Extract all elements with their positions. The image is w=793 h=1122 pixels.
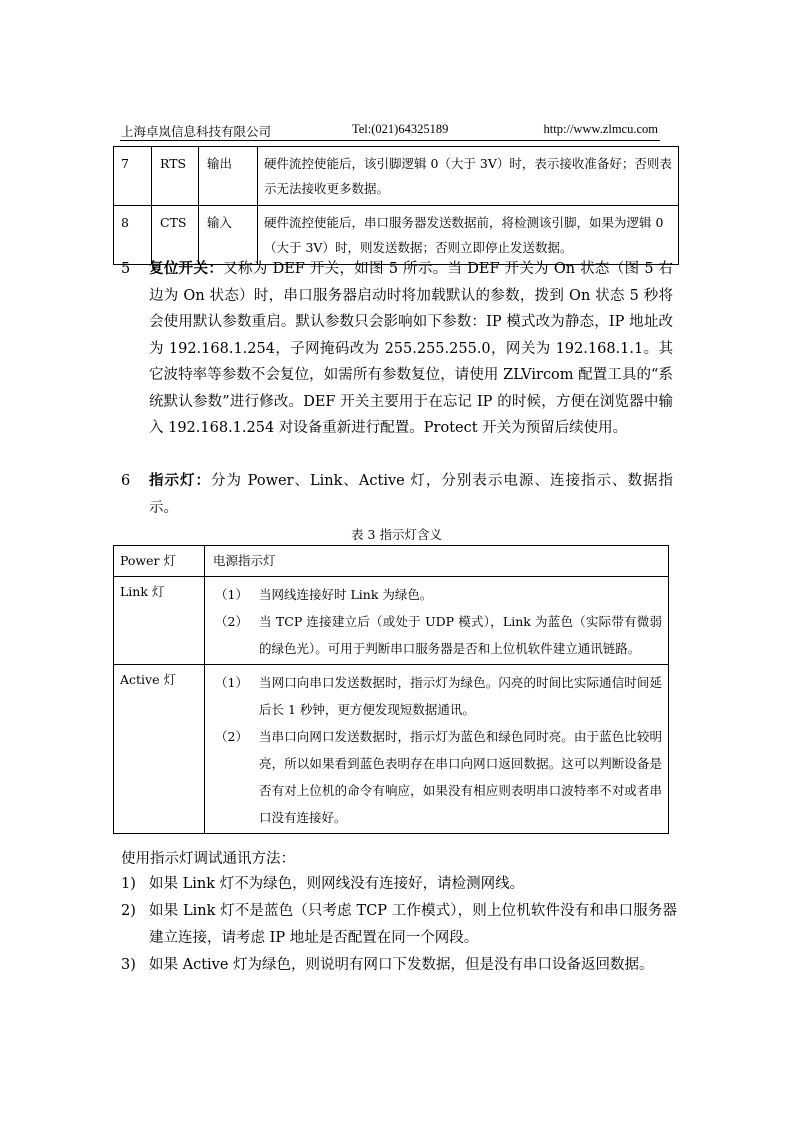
item-index: （1）: [215, 675, 248, 690]
table-row: [114, 546, 669, 577]
section-title: 指示灯：: [149, 472, 212, 489]
header-company: 上海卓岚信息科技有限公司: [121, 124, 272, 139]
list-item: [213, 608, 662, 662]
item-text: 如果 Link 灯不为绿色，则网线没有连接好，请检测网线。: [149, 876, 525, 892]
item-text: 当网线连接好时 Link 为绿色。: [259, 587, 433, 602]
section-indicator-lights: [121, 468, 673, 521]
item-text: 当网口向串口发送数据时，指示灯为绿色。闪亮的时间比实际通信时间延后长 1 秒钟，更方便发现短数据通讯。: [259, 675, 662, 717]
list-item: [213, 723, 662, 831]
pin-description: 硬件流控使能后，串口服务器发送数据前，将检测该引脚，如果为逻辑 0（大于 3V）时，则发送数据；否则立即停止发送数据。: [258, 206, 679, 265]
item-text: 当 TCP 连接建立后（或处于 UDP 模式），Link 为蓝色（实际带有微弱的绿色光）。可用于判断串口服务器是否和上位机软件建立通讯链路。: [259, 614, 662, 656]
item-index: （2）: [215, 729, 248, 744]
pin-name: RTS: [152, 147, 199, 206]
pin-description: 硬件流控使能后，该引脚逻辑 0（大于 3V）时，表示接收准备好；否则表示无法接收更多数据。: [258, 147, 679, 206]
method-intro: 使用指示灯调试通讯方法：: [121, 851, 295, 867]
pin-table: [113, 146, 679, 265]
table-row: [114, 577, 669, 665]
list-item: [213, 581, 662, 608]
page-header: [120, 122, 660, 141]
led-description: [205, 665, 669, 834]
table-row: [114, 147, 679, 206]
section-number: 5: [121, 261, 131, 277]
table-caption: 表 3 指示灯含义: [351, 527, 442, 542]
pin-direction: 输入: [199, 206, 258, 265]
item-text: 如果 Active 灯为绿色，则说明有网口下发数据，但是没有串口设备返回数据。: [149, 957, 654, 973]
section-number: 6: [121, 473, 131, 489]
section-title: 复位开关：: [149, 260, 224, 277]
list-item: [121, 952, 677, 979]
item-text: 当串口向网口发送数据时，指示灯为蓝色和绿色同时亮。由于蓝色比较明亮，所以如果看到蓝色表明存在串口向网口返回数据。这可以判断设备是否有对上位机的命令有响应，如果没有相应则表明串口波特率不对或者串口没有连接好。: [259, 729, 662, 825]
section-text: 又称为 DEF 开关，如图 5 所示。当 DEF 开关为 On 状态（图 5 右边为 On 状态）时，串口服务器启动时将加载默认的参数，拨到 On 状态 5 秒将会使用默认参数重启。默认参数只会影响如下参数：IP 模式改为静态，IP 地址改为 192.168.1.254，子网掩码改为 255.255.255.0，网关为 192.168.1.1。其它波特率等参数不会复位，如需所有参数复位，请使用 ZLVircom 配置工具的“系统默认参数”进行修改。DEF 开关主要用于在忘记 IP 的时候，方便在浏览器中输入 192.168.1.254 对设备重新进行配置。Protect 开关为预留后续使用。: [149, 261, 674, 436]
pin-number: 8: [114, 206, 152, 265]
list-item: [213, 669, 662, 723]
item-index: 1): [121, 876, 136, 892]
item-index: 3): [121, 957, 136, 973]
pin-number: 7: [114, 147, 152, 206]
method-list: [121, 871, 677, 979]
led-name: Link 灯: [114, 577, 205, 665]
table-row: [114, 665, 669, 834]
list-item: [121, 871, 677, 898]
header-url: http://www.zlmcu.com: [543, 122, 658, 136]
item-index: （1）: [215, 587, 248, 602]
led-table: [113, 545, 669, 834]
list-item: [121, 898, 677, 952]
item-index: 2): [121, 903, 136, 919]
pin-direction: 输出: [199, 147, 258, 206]
section-reset-switch: [121, 256, 673, 442]
led-description: 电源指示灯: [205, 546, 669, 577]
section-text: 分为 Power、Link、Active 灯，分别表示电源、连接指示、数据指示。: [149, 473, 674, 516]
header-tel: Tel:(021)64325189: [352, 122, 449, 136]
item-text: 如果 Link 灯不是蓝色（只考虑 TCP 工作模式），则上位机软件没有和串口服务器建立连接，请考虑 IP 地址是否配置在同一个网段。: [149, 903, 677, 946]
led-description: [205, 577, 669, 665]
item-index: （2）: [215, 614, 248, 629]
led-name: Power 灯: [114, 546, 205, 577]
led-name: Active 灯: [114, 665, 205, 834]
pin-name: CTS: [152, 206, 199, 265]
